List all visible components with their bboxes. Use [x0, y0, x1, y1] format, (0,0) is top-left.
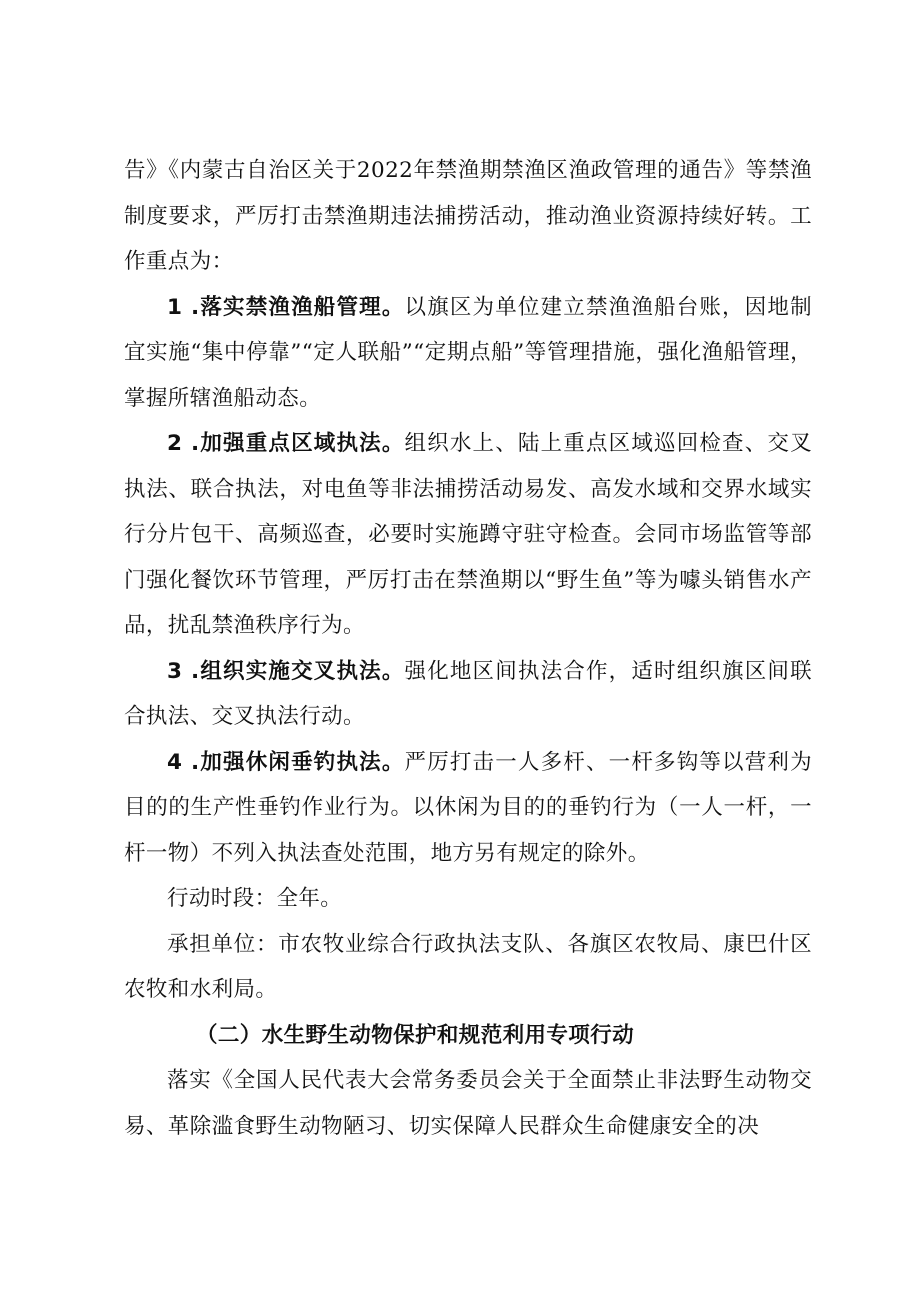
- item-1-paragraph: [124, 285, 812, 422]
- item-2-text: 组织水上、陆上重点区域巡回检查、交叉执法、联合执法，对电鱼等非法捕捞活动易发、高发水域和交界水域实行分片包干、高频巡查，必要时实施蹲守驻守检查。会同市场监管等部门强化餐饮环节管理，严厉打击在禁渔期以“野生鱼”等为噱头销售水产品，扰乱禁渔秩序行为。: [124, 431, 812, 638]
- units-paragraph: 承担单位：市农牧业综合行政执法支队、各旗区农牧局、康巴什区农牧和水利局。: [124, 931, 812, 1002]
- item-3-paragraph: [124, 649, 812, 740]
- intro-paragraph: 告》《内蒙古自治区关于2022年禁渔期禁渔区渔政管理的通告》等禁渔制度要求，严厉打击禁渔期违法捕捞活动，推动渔业资源持续好转。工作重点为：: [124, 158, 812, 274]
- item-4-lead: 4 .加强休闲垂钓执法。: [167, 749, 405, 775]
- document-page: [124, 148, 812, 1149]
- item-4-paragraph: [124, 740, 812, 877]
- item-4-text: 严厉打击一人多杆、一杆多钩等以营利为目的的生产性垂钓作业行为。以休闲为目的的垂钓行为（一人一杆，一杆一物）不列入执法查处范围，地方另有规定的除外。: [124, 749, 812, 866]
- period-paragraph: 行动时段：全年。: [167, 886, 343, 911]
- section-heading: （二）水生野生动物保护和规范利用专项行动: [196, 1022, 635, 1048]
- item-3-text: 强化地区间执法合作，适时组织旗区间联合执法、交叉执法行动。: [124, 658, 812, 729]
- item-2-lead: 2 .加强重点区域执法。: [167, 431, 405, 456]
- item-2-paragraph: [124, 421, 812, 649]
- item-3-lead: 3 .组织实施交叉执法。: [167, 658, 405, 684]
- item-1-lead: 1 .落实禁渔渔船管理。: [167, 294, 405, 320]
- closing-paragraph: 落实《全国人民代表大会常务委员会关于全面禁止非法野生动物交易、革除滥食野生动物陋习、切实保障人民群众生命健康安全的决: [124, 1068, 812, 1139]
- item-1-text: 以旗区为单位建立禁渔渔船台账，因地制宜实施“集中停靠”“定人联船”“定期点船”等管理措施，强化渔船管理，掌握所辖渔船动态。: [124, 294, 812, 411]
